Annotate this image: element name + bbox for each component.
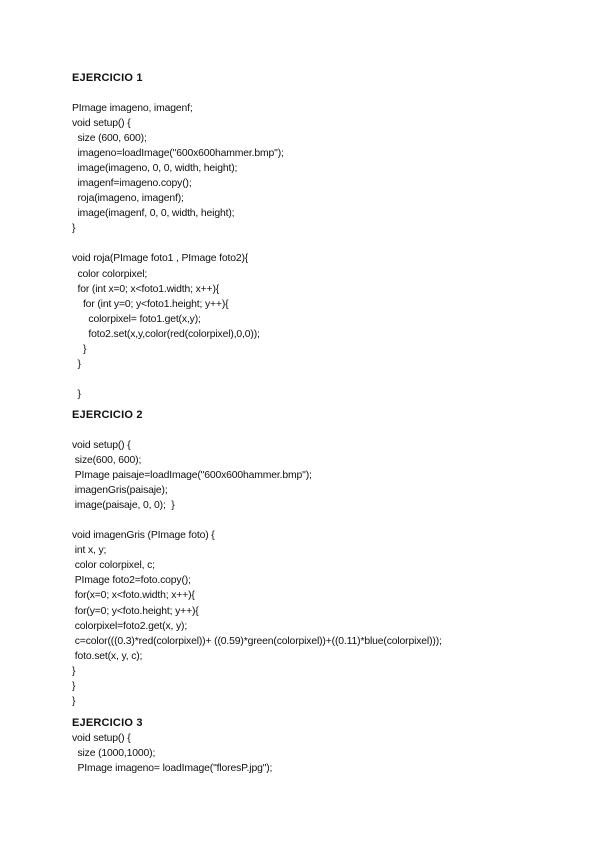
section-heading-ejercicio-2: EJERCICIO 2 [72,409,143,421]
section-heading-ejercicio-3: EJERCICIO 3 [72,717,143,729]
code-block-ejercicio-3: void setup() { size (1000,1000); PImage imageno= loadImage("floresP.jpg"); [72,733,273,775]
code-block-ejercicio-2: void setup() { size(600, 600); PImage paisaje=loadImage("600x600hammer.bmp"); imagenGris(paisaje); image(paisaje, 0, 0); } void imagenGris (PImage foto) { int x, y; color colorpixel, c; PImage foto2=foto.copy(); for(x=0; x<foto.width; x++){ for(y=0; y<foto.height; y++){ colorpixel=foto2.get(x, y); c=color(((0.3)*red(colorpixel))+ ((0.59)*green(colorpixel))+((0.11)*blue(colorpixel))); foto.set(x, y, c); } } } [72,440,442,707]
section-heading-ejercicio-1: EJERCICIO 1 [72,72,143,84]
code-block-ejercicio-1: PImage imageno, imagenf; void setup() { size (600, 600); imageno=loadImage("600x600hammer.bmp"); image(imageno, 0, 0, width, height); imagenf=imageno.copy(); roja(imageno, imagenf); image(imagenf, 0, 0, width, height); } void roja(PImage foto1 , PImage foto2){ color colorpixel; for (int x=0; x<foto1.width; x++){ for (int y=0; y<foto1.height; y++){ colorpixel= foto1.get(x,y); foto2.set(x,y,color(red(colorpixel),0,0)); } } } [72,103,284,400]
